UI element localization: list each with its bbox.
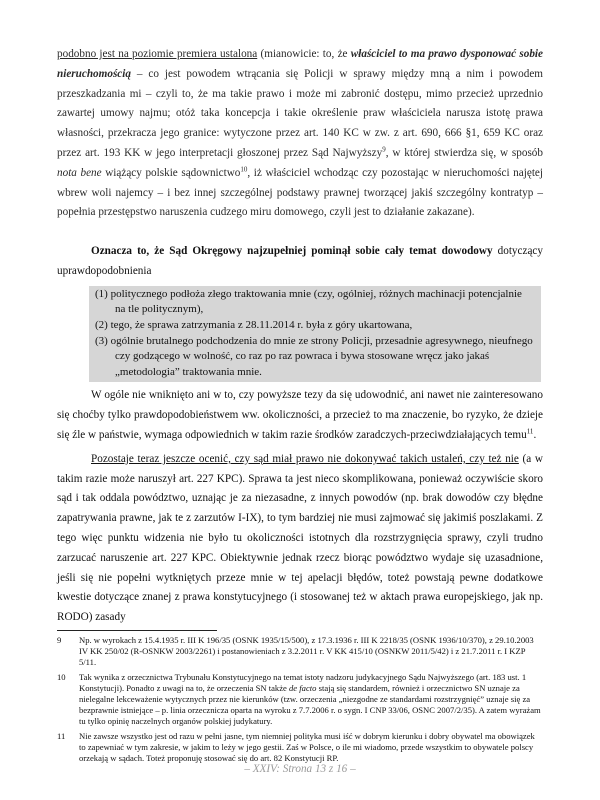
footnote-number: 11 — [57, 730, 66, 741]
footnote-number: 9 — [57, 634, 62, 645]
footnote-separator — [57, 630, 217, 631]
highlighted-list — [89, 286, 541, 383]
footnote-text: Tak wynika z orzecznictwa Trybunału Konstytucyjnego na temat istoty nadzoru judykacyjnego Sądu Najwyższego (art. 183 ust. 1 Konstytucji). Ponadto z uwagi na to, że orzeczenia SN także de facto stają się standardem, również i orzecznictwo SN uznaje za nielegalne lekceważenie wytycznych przez nie kierunków (tzw. orzeczenia „niezgodne ze standardami rozstrzygnięć” uznaje się za bezprawnie istniejące – p. linia orzecznicza oparta na wyroku z 7.7.2006 r. o sygn. I CNP 33/06, OSNC 2007/2/35). A zatem wyrażam tu tylko opinię naczelnych organów polskiej judykatury. — [79, 671, 541, 726]
footnote-ref-9[interactable]: 9 — [382, 145, 386, 154]
footnote-number: 10 — [57, 671, 66, 682]
page-footer: – XXIV: Strona 13 z 16 – — [244, 763, 356, 775]
footnote-10 — [57, 672, 543, 727]
list-item-3: (3) ogólnie brutalnego podchodzenia do mnie ze strony Policji, przesadnie agresywnego, nieufnego czy godzącego w wolność, co raz po raz powraca i bywa stosowane wręcz jako jakaś „metodologia” traktowania mnie. — [95, 334, 533, 378]
footnote-text: Np. w wyrokach z 15.4.1935 r. III K 196/35 (OSNK 1935/15/500), z 17.3.1936 r. III K 2218/35 (OSNK 1936/10/370), z 29.10.2003 IV KK 250/02 (R-OSNKW 2003/2261) i postanowieniach z 3.2.2011 r. V KK 415/10 (OSNKW 2011/5/42) i z 21.7.2011 r. I KZP 5/11. — [79, 634, 534, 667]
document-page — [57, 45, 543, 768]
paragraph-continuation: podobno jest na poziomie premiera ustalona (mianowicie: to, że właściciel to ma prawo dysponować sobie nieruchomością – co jest powodem wtrącania się Policji w sprawy między mną a nim i powodem przeszkadzania mi – czyli to, że ma takie prawo i może mi zabronić dostępu, mimo przecież uprzednio zawartej umowy najmu; otóż taka koncepcja i takie określenie praw właściciela narusza istotę prawa własności, przekracza jego granice: wytyczone przez art. 140 KC w zw. z art. 690, 666 §1, 659 KC oraz przez art. 193 KK w jego interpretacji głoszonej przez Sąd Najwyższy$^9$, w której stwierdza się, w sposób nota bene wiążący polskie sądownictwo$^{10}$, iż właściciel wchodząc czy pozostając w nieruchomości najętej wbrew woli najemcy – i bez innej szczególnej podstawy prawnej tworzącej jakiś szczególny kontratyp – popełnia przestępstwo naruszenia cudzego miru domowego, czyli jest to działanie zakazane). — [57, 48, 543, 219]
underlined-question: Pozostaje teraz jeszcze ocenić, czy sąd miał prawo nie dokonywać takich ustaleń, czy też nie — [91, 452, 519, 465]
footnote-ref-10[interactable]: 10 — [240, 165, 248, 174]
footnote-9 — [57, 635, 543, 668]
footnote-text: Nie zawsze wszystko jest od razu w pełni jasne, tym niemniej polityka musi iść w dobrym kierunku i dobry obywatel ma obowiązek to zapewniać w tym zakresie, w jakim to leży w jego gestii. Zaś w Polsce, o ile mi wiadomo, przede wszystkim to obywatele polscy orzekają w sądach. Toteż proponuję stosować się do art. 82 Konstytucji RP. — [79, 730, 535, 763]
footnote-11 — [57, 731, 543, 764]
latin-phrase: nota bene — [57, 166, 102, 179]
paragraph-assessment: Pozostaje teraz jeszcze ocenić, czy sąd miał prawo nie dokonywać takich ustaleń, czy też nie (a w takim razie może naruszył art. 227 KPC). Sprawa ta jest nieco skomplikowana, ponieważ oczywiście skoro sąd i tak oddala powództwo, uznając je za niezasadne, z innych powodów (np. brak dowodów czy błędne zapatrywania prawne, jak te z zarzutów I-IX), to tym bardziej nie musi zajmować się jakimiś poszlakami. Z tego więc punktu widzenia nie było tu okoliczności istotnych dla rozstrzygnięcia sprawy, czyli trudno zarzucać naruszenie art. 227 KPC. Obiektywnie jednak rzecz biorąc powództwo wydaje się uzasadnione, jeśli się nie popełni wytkniętych przeze mnie w tej apelacji błędów, toteż powstają pewne dodatkowe kwestie dotyczące znanej z prawa konstytucyjnego (i stosowanej też w aktach prawa europejskiego, jak np. RODO) zasady — [57, 452, 543, 624]
list-item-1: (1) politycznego podłoża złego traktowania mnie (czy, ogólniej, różnych machinacji potencjalnie na tle politycznym), — [95, 287, 522, 316]
underlined-phrase: podobno jest na poziomie premiera ustalona — [57, 48, 258, 60]
list-item-2: (2) tego, że sprawa zatrzymania z 28.11.2014 r. była z góry ukartowana, — [95, 318, 413, 331]
footnote-ref-11[interactable]: 11 — [526, 427, 534, 436]
emphasis-phrase: właściciel to ma prawo dysponować sobie nieruchomością — [57, 48, 543, 80]
paragraph-thesis: Oznacza to, że Sąd Okręgowy najzupełniej pominął sobie cały temat dowodowy dotyczący uprawdopodobnienia — [57, 245, 543, 277]
paragraph-gap — [57, 223, 543, 242]
paragraph-observation: W ogóle nie wniknięto ani w to, czy powyższe tezy da się udowodnić, ani nawet nie zainteresowano się choćby tylko prawdopodobieństwem ww. okoliczności, a przecież to ma znaczenie, bo ryzyko, że dzieje się źle w państwie, wymaga odpowiednich w takim razie środków zaradczych-przeciwdziałających temu$^{11}$. — [57, 389, 543, 441]
thesis-bold: Oznacza to, że Sąd Okręgowy najzupełniej pominął sobie cały temat dowodowy — [91, 245, 493, 258]
